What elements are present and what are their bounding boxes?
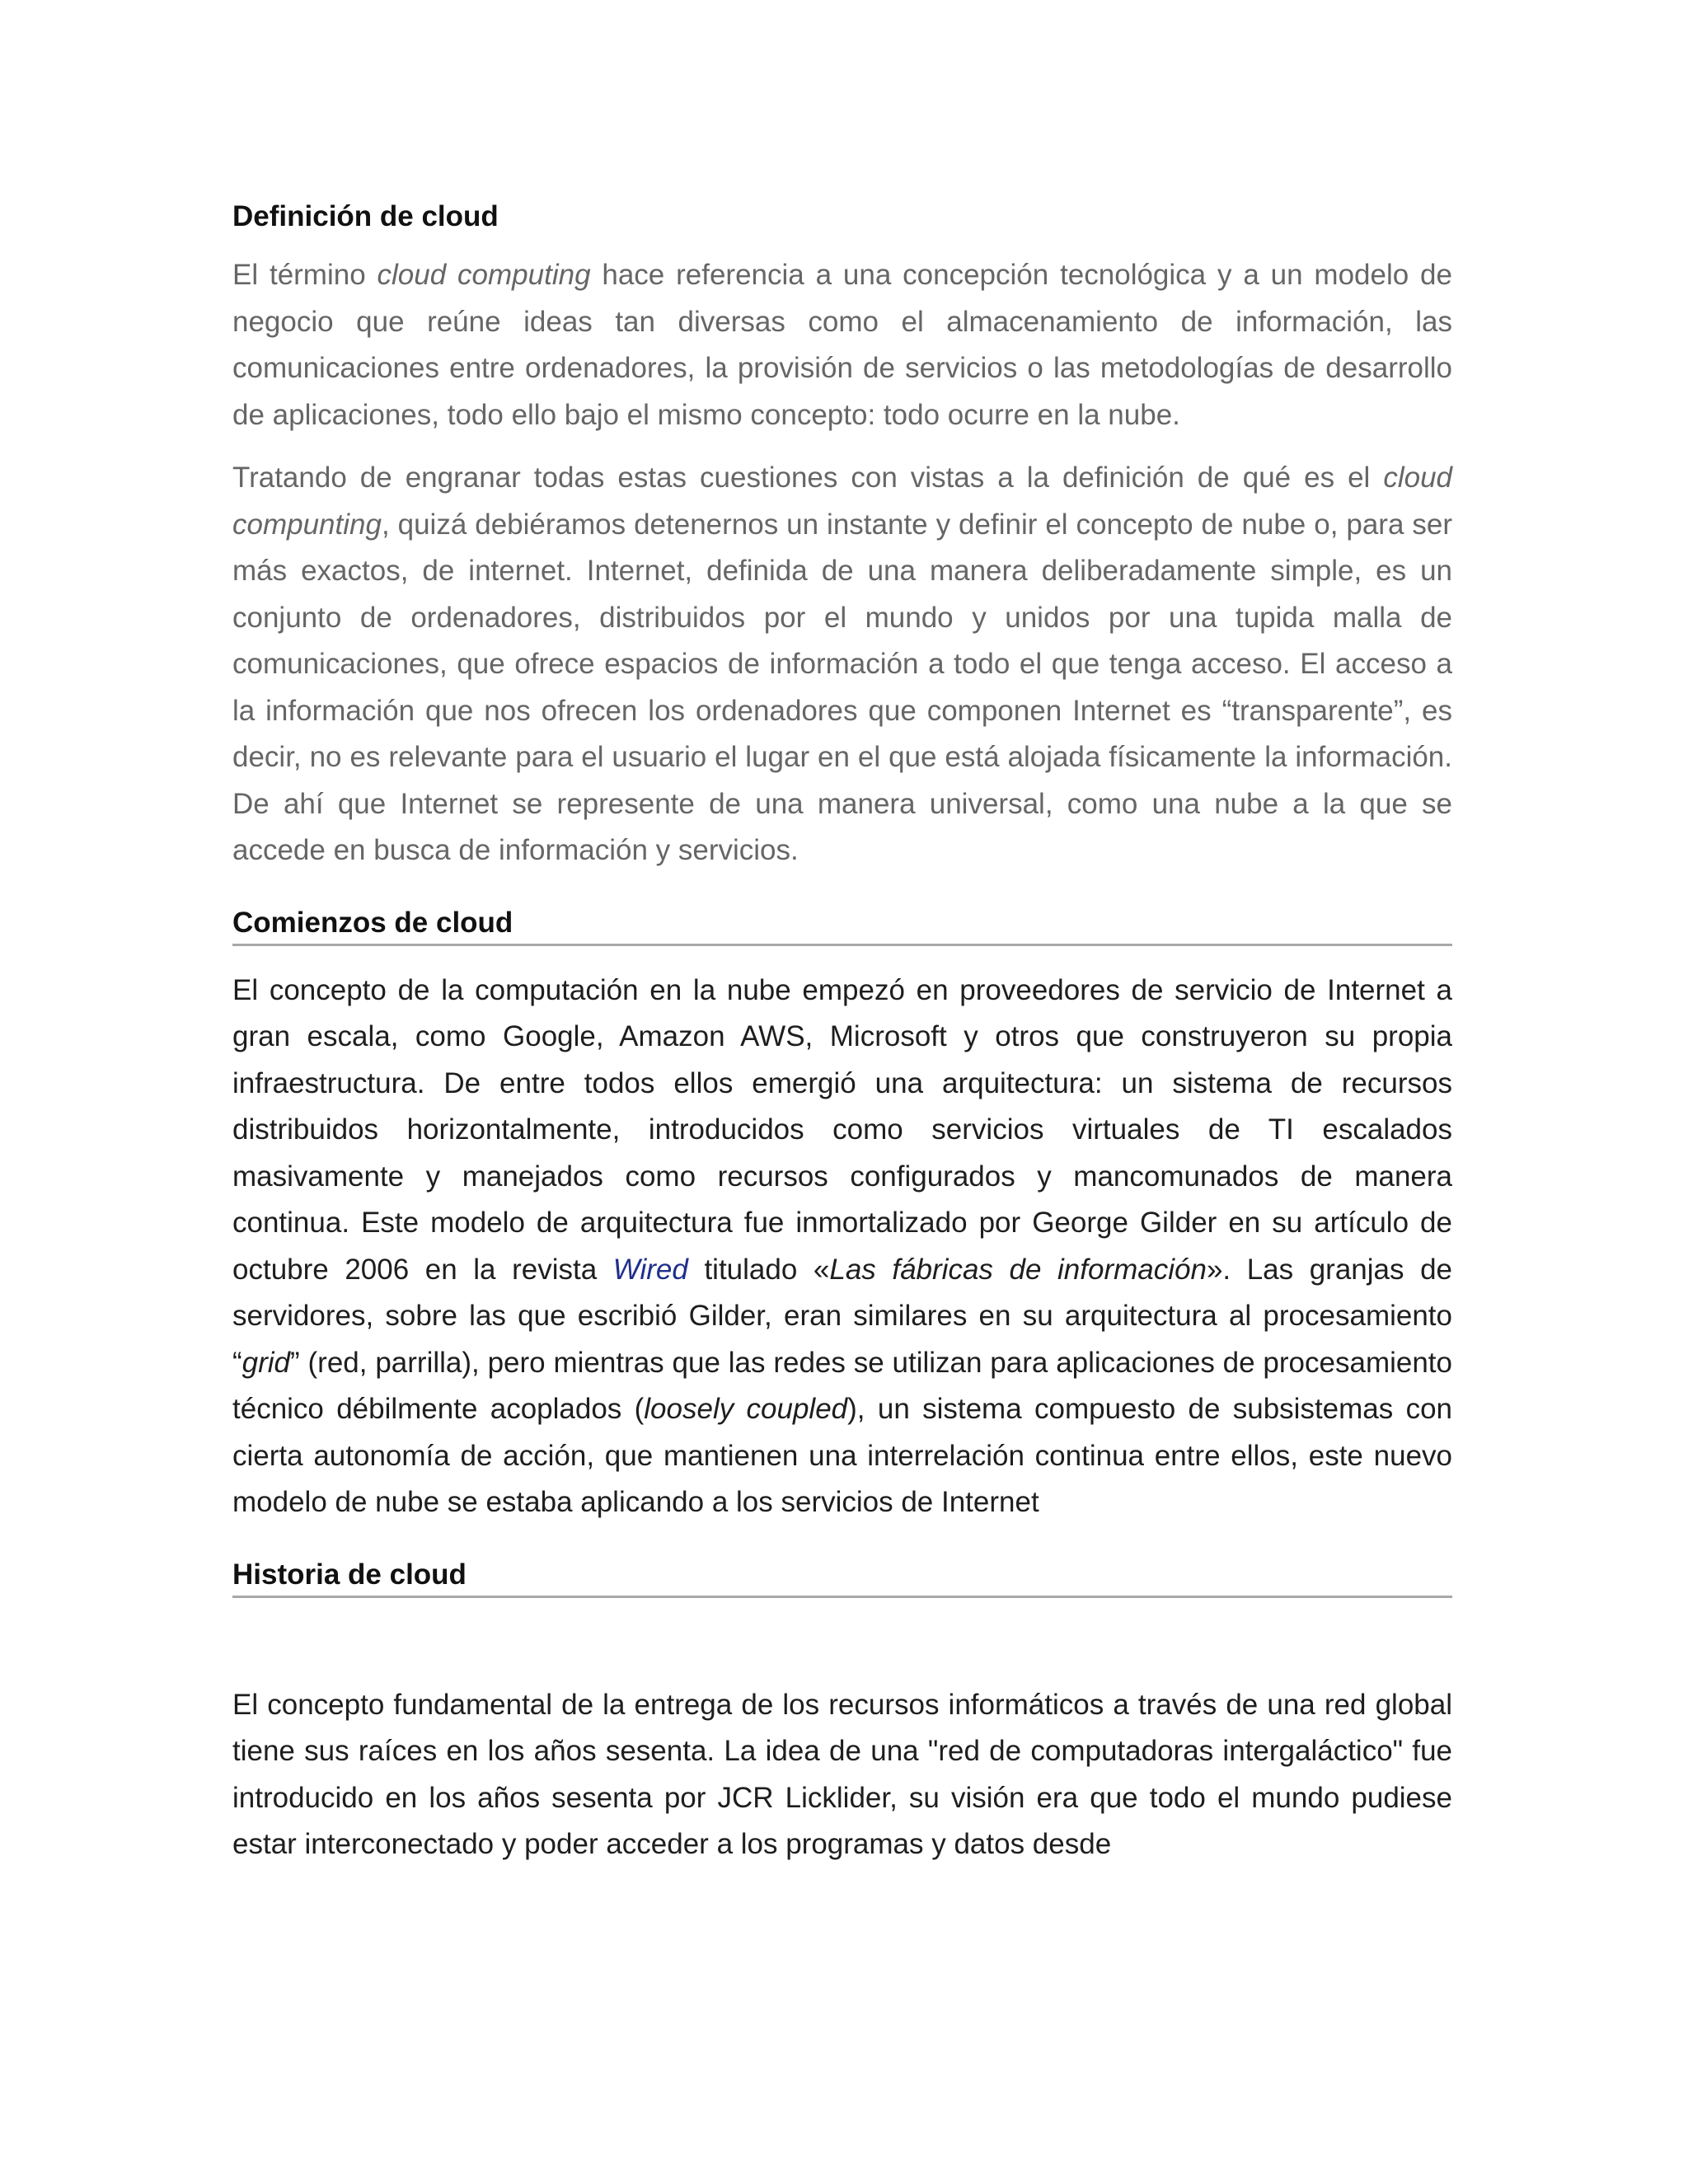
text-run: , quizá debiéramos detenernos un instante y definir el concepto de nube o, para ser más exactos, de internet. Internet, definida de una manera deliberadamente simple, es un conjunto de ordenadores, distribuidos por el mundo y unidos por una tupida malla de comunicaciones, que ofrece espacios de información a todo el que tenga acceso. El acceso a la información que nos ofrecen los ordenadores que componen Internet es “transparente”, es decir, no es relevante para el usuario el lugar en el que está alojada físicamente la información. De ahí que Internet se represente de una manera universal, como una nube a la que se accede en busca de información y servicios.: [232, 508, 1452, 866]
document-page: [232, 198, 1452, 1868]
text-run: hace referencia a una concepción tecnológica y a un modelo de negocio que reúne ideas tan diversas como el almacenamiento de información, las comunicaciones entre ordenadores, la provisión de servicios o las metodologías de desarrollo de aplicaciones, todo ello bajo el mismo concepto: todo ocurre en la nube.: [232, 259, 1452, 431]
paragraph-definicion-2: [232, 455, 1452, 874]
italic-term-cloud-compunting: cloud compunting: [232, 462, 1452, 541]
paragraph-definicion-1: [232, 252, 1452, 438]
text-run: ), un sistema compuesto de subsistemas con cierta autonomía de acción, que mantienen una interrelación continua entre ellos, este nuevo modelo de nube se estaba aplicando a los servicios de Internet: [232, 1393, 1453, 1518]
text-run: Tratando de engranar todas estas cuestiones con vistas a la definición de qué es el: [232, 462, 1384, 494]
text-run: El concepto fundamental de la entrega de los recursos informáticos a través de una red global tiene sus raíces en los años sesenta. La idea de una "red de computadoras intergaláctico" fue introducido en los años sesenta por JCR Licklider, su visión era que todo el mundo pudiese estar interconectado y poder acceder a los programas y datos desde: [232, 1688, 1452, 1860]
heading-historia: Historia de cloud: [232, 1556, 1452, 1598]
link-wired[interactable]: Wired: [612, 1253, 688, 1286]
heading-definicion: Definición de cloud: [232, 200, 499, 232]
text-run: El concepto de la computación en la nube empezó en proveedores de servicio de Internet a gran escala, como Google, Amazon AWS, Microsoft y otros que construyeron su propia infraestructura. De entre todos ellos emergió una arquitectura: un sistema de recursos distribuidos horizontalmente, introducidos como servicios virtuales de TI escalados masivamente y manejados como recursos configurados y mancomunados de manera continua. Este modelo de arquitectura fue inmortalizado por George Gilder en su artículo de octubre 2006 en la revista: [232, 973, 1452, 1286]
text-run: ” (red, parrilla), pero mientras que las redes se utilizan para aplicaciones de procesamiento técnico débilmente acoplados (: [232, 1346, 1452, 1425]
text-run: El término: [232, 259, 377, 291]
italic-article-title: Las fábricas de información: [829, 1253, 1207, 1286]
text-run: titulado «: [687, 1253, 830, 1286]
italic-term-grid: grid: [241, 1346, 291, 1379]
heading-comienzos: Comienzos de cloud: [232, 904, 1452, 946]
italic-term-loosely-coupled: loosely coupled: [644, 1393, 848, 1425]
italic-term-cloud-computing: cloud computing: [377, 259, 591, 291]
text-run: ». Las granjas de servidores, sobre las que escribió Gilder, eran similares en su arquitectura al procesamiento “: [232, 1253, 1453, 1379]
paragraph-historia-1: [232, 1682, 1452, 1868]
paragraph-comienzos-1: [232, 968, 1452, 1526]
